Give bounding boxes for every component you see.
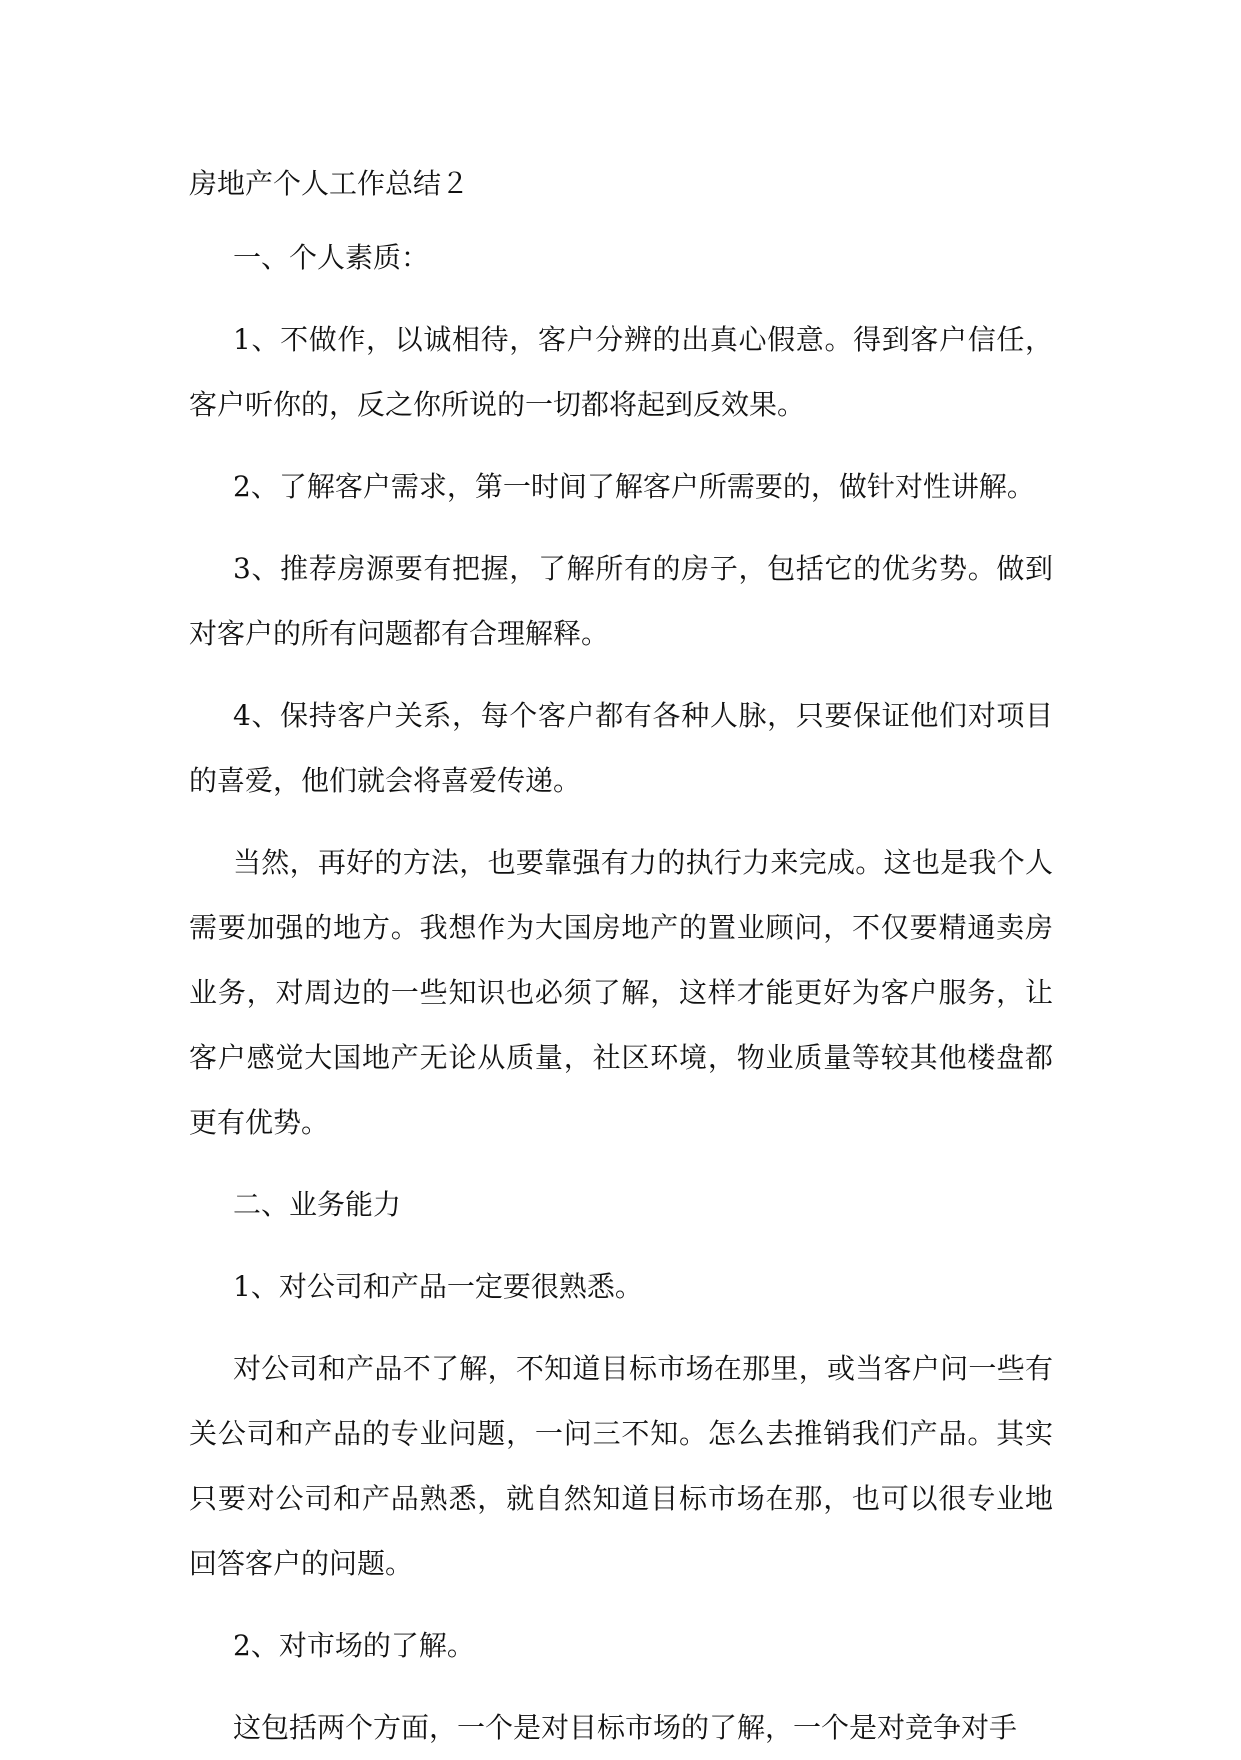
document-title: 房地产个人工作总结２ — [189, 167, 470, 200]
paragraph: 2、对市场的了解。 — [233, 1629, 475, 1662]
paragraph: 4、保持客户关系，每个客户都有各种人脉，只要保证他们对项目的喜爱，他们就会将喜爱传递。 — [189, 699, 1053, 797]
document-page — [189, 160, 1053, 1760]
paragraph: 当然，再好的方法，也要靠强有力的执行力来完成。这也是我个人需要加强的地方。我想作为大国房地产的置业顾问，不仅要精通卖房业务，对周边的一些知识也必须了解，这样才能更好为客户服务，让客户感觉大国地产无论从质量，社区环境，物业质量等较其他楼盘都更有优势。 — [189, 846, 1053, 1139]
paragraph: 这包括两个方面，一个是对目标市场的了解，一个是对竞争对手 — [233, 1711, 1018, 1744]
paragraph: 1、不做作，以诚相待，客户分辨的出真心假意。得到客户信任，客户听你的，反之你所说的一切都将起到反效果。 — [189, 323, 1053, 421]
paragraph: 1、对公司和产品一定要很熟悉。 — [233, 1270, 643, 1303]
section-heading-business-ability: 二、业务能力 — [233, 1188, 402, 1221]
section-heading-personal-quality: 一、个人素质： — [233, 241, 430, 274]
paragraph: 3、推荐房源要有把握，了解所有的房子，包括它的优劣势。做到对客户的所有问题都有合理解释。 — [189, 552, 1053, 650]
paragraph: 2、了解客户需求，第一时间了解客户所需要的，做针对性讲解。 — [233, 470, 1035, 503]
paragraph: 对公司和产品不了解，不知道目标市场在那里，或当客户问一些有关公司和产品的专业问题，一问三不知。怎么去推销我们产品。其实只要对公司和产品熟悉，就自然知道目标市场在那，也可以很专业地回答客户的问题。 — [189, 1352, 1053, 1580]
